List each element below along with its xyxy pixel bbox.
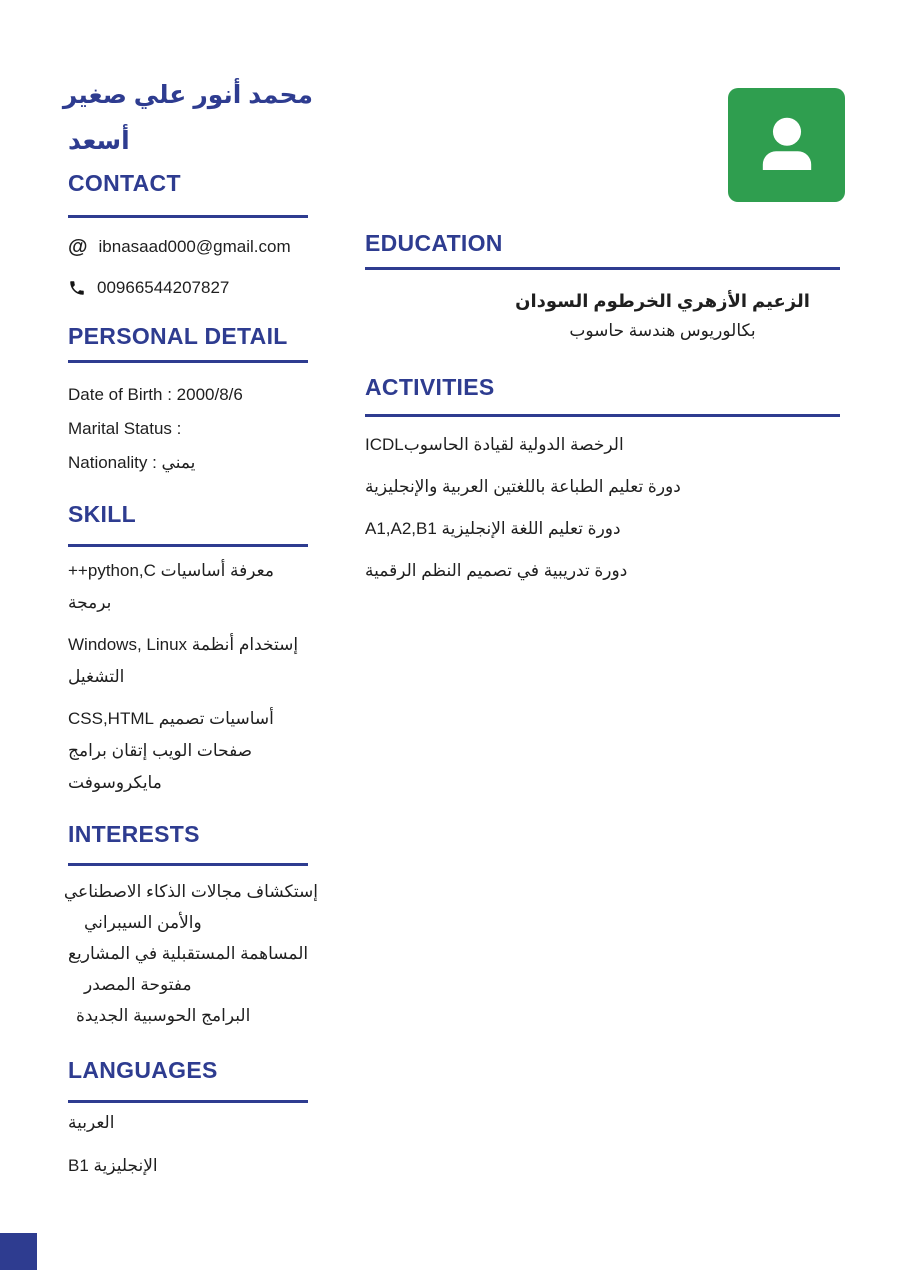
email-row — [68, 237, 291, 257]
languages-heading: LANGUAGES — [68, 1057, 218, 1083]
profile-avatar — [728, 88, 845, 202]
email-value: ibnasaad000@gmail.com — [98, 237, 291, 256]
interest-line: البرامج الحوسبية الجديدة — [76, 1006, 251, 1025]
skill-line: إستخدام أنظمة Windows, Linux — [68, 635, 299, 654]
skill-line: أساسيات تصميم CSS,HTML — [68, 709, 274, 728]
skill-divider — [68, 544, 308, 547]
activity-line: الرخصة الدولية لقيادة الحاسوبICDL — [365, 435, 624, 454]
activities-divider — [365, 414, 840, 417]
personal-detail-heading: PERSONAL DETAIL — [68, 323, 288, 349]
skill-line: برمجة — [68, 593, 112, 612]
activity-line: دورة تعليم الطباعة باللغتين العربية والإنجليزية — [365, 477, 681, 496]
phone-value: 00966544207827 — [97, 278, 230, 297]
interest-line: والأمن السيبراني — [84, 913, 202, 932]
phone-icon — [68, 279, 86, 297]
interests-list — [63, 876, 318, 1031]
language-item: العربية — [68, 1113, 115, 1132]
skill-line: التشغيل — [68, 667, 125, 686]
languages-divider — [68, 1100, 308, 1103]
interests-heading: INTERESTS — [68, 821, 200, 847]
interests-divider — [68, 863, 308, 866]
education-divider — [365, 267, 840, 270]
corner-accent — [0, 1233, 37, 1270]
skill-list — [68, 555, 313, 809]
nationality-line: Nationality : يمني — [68, 453, 196, 472]
phone-row — [68, 278, 229, 298]
activity-line: دورة تعليم اللغة الإنجليزية A1,A2,B1 — [365, 519, 621, 538]
personal-detail-list — [68, 378, 243, 480]
email-at-icon: @ — [68, 236, 88, 258]
education-entry — [365, 286, 840, 346]
skill-item — [68, 629, 313, 693]
skill-line: مايكروسوفت — [68, 773, 162, 792]
interest-line: إستكشاف مجالات الذكاء الاصطناعي — [63, 882, 318, 901]
contact-heading: CONTACT — [68, 170, 181, 196]
candidate-name-line2: أسعد — [68, 127, 130, 155]
skill-heading: SKILL — [68, 501, 136, 527]
activities-heading: ACTIVITIES — [365, 374, 495, 400]
candidate-name — [62, 72, 313, 164]
contact-divider — [68, 215, 308, 218]
activity-line: دورة تدريبية في تصميم النظم الرقمية — [365, 561, 628, 580]
education-heading: EDUCATION — [365, 230, 503, 256]
language-item: الإنجليزية B1 — [68, 1156, 158, 1175]
skill-item — [68, 555, 313, 619]
person-icon — [748, 106, 826, 184]
personal-detail-divider — [68, 360, 308, 363]
marital-status-line: Marital Status : — [68, 419, 182, 438]
interest-line: مفتوحة المصدر — [84, 975, 192, 994]
education-degree: بكالوريوس هندسة حاسوب — [569, 321, 756, 340]
dob-line: Date of Birth : 2000/8/6 — [68, 385, 243, 404]
interest-line: المساهمة المستقبلية في المشاريع — [68, 944, 309, 963]
activities-list — [365, 431, 845, 599]
skill-line: معرفة أساسيات python,C++ — [68, 561, 274, 580]
candidate-name-line1: محمد أنور علي صغير — [62, 81, 313, 109]
skill-item — [68, 703, 313, 799]
skill-line: صفحات الويب إتقان برامج — [68, 741, 253, 760]
education-school: الزعيم الأزهري الخرطوم السودان — [515, 291, 810, 311]
